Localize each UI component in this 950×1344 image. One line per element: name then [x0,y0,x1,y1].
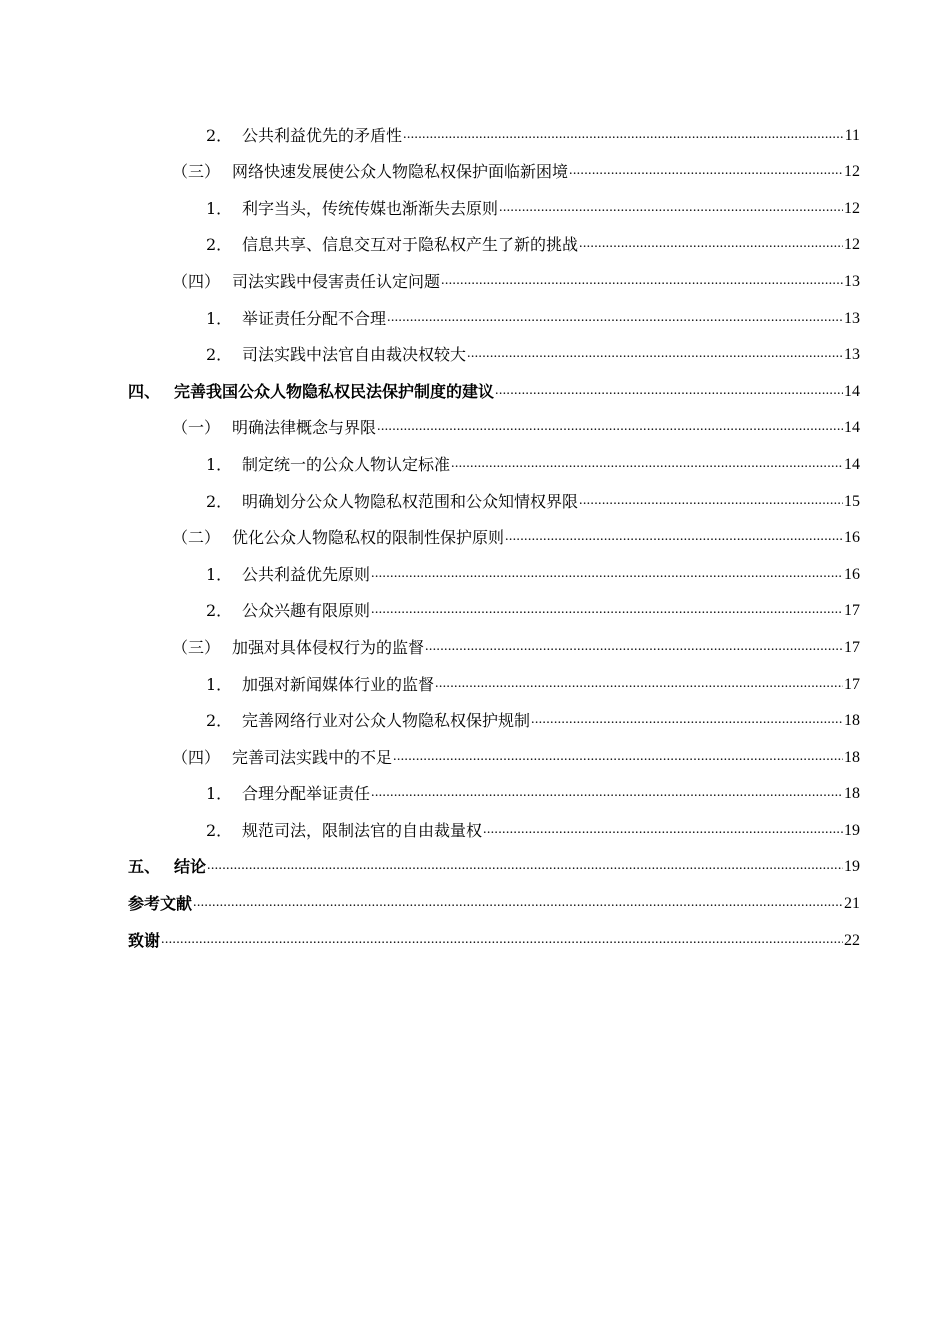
dot-leader [483,820,843,840]
toc-entry-title: 公众兴趣有限原则 [242,601,371,621]
toc-entry-page: 14 [844,455,860,473]
dot-leader [425,637,843,657]
dot-leader [467,344,843,364]
toc-entry-title: 利字当头，传统传媒也渐渐失去原则 [242,198,499,218]
toc-entry-number: 四、 [128,381,161,401]
toc-entry-page: 12 [844,236,860,254]
toc-entry-page: 12 [844,199,860,217]
toc-entry-number: 2． [206,601,233,621]
dot-leader [579,491,843,511]
toc-entry[interactable] [128,475,860,512]
toc-entry-title: 结论 [174,857,207,877]
toc-entry[interactable] [128,438,860,475]
dot-leader [569,161,843,181]
toc-entry-page: 15 [844,492,860,510]
toc-entry-number: 1． [206,198,233,218]
toc-entry-references[interactable] [128,877,860,914]
toc-entry[interactable] [128,182,860,219]
toc-entry[interactable] [128,292,860,329]
toc-entry-page: 19 [844,821,860,839]
dot-leader [495,381,843,401]
toc-entry-page: 17 [844,602,860,620]
dot-leader [393,747,843,767]
toc-entry-title: 优化公众人物隐私权的限制性保护原则 [232,528,505,548]
toc-entry-number: 1． [206,564,233,584]
toc-entry-title: 合理分配举证责任 [242,784,371,804]
toc-entry-title: 信息共享、信息交互对于隐私权产生了新的挑战 [242,235,579,255]
dot-leader [371,783,843,803]
dot-leader [531,710,843,730]
toc-entry-page: 17 [844,675,860,693]
toc-entry-title: 网络快速发展使公众人物隐私权保护面临新困境 [232,162,569,182]
toc-entry-page: 17 [844,638,860,656]
toc-entry-title: 公共利益优先的矛盾性 [242,125,403,145]
toc-entry[interactable] [128,585,860,622]
toc-entry-page: 12 [844,163,860,181]
dot-leader [441,271,843,291]
toc-entry-number: 1． [206,784,233,804]
toc-entry[interactable] [128,402,860,439]
toc-entry-title: 明确划分公众人物隐私权范围和公众知情权界限 [242,491,579,511]
toc-entry[interactable] [128,621,860,658]
toc-entry-chapter[interactable] [128,365,860,402]
toc-entry[interactable] [128,255,860,292]
toc-entry-number: 五、 [128,857,161,877]
toc-entry-number: （一） [172,418,221,438]
toc-entry-number: 2． [206,491,233,511]
toc-entry-page: 18 [844,785,860,803]
dot-leader [371,564,843,584]
toc-entry-number: 2． [206,125,233,145]
toc-entry-number: 1． [206,454,233,474]
toc-entry-title: 加强对新闻媒体行业的监督 [242,674,435,694]
toc-entry[interactable] [128,512,860,549]
dot-leader [579,234,843,254]
dot-leader [377,417,843,437]
toc-entry-number: （三） [172,637,221,657]
toc-entry-number: 2． [206,711,233,731]
toc-entry-number: （四） [172,747,221,767]
dot-leader [451,454,843,474]
toc-entry-title: 参考文献 [128,894,193,914]
toc-entry[interactable] [128,109,860,146]
toc-entry-page: 11 [844,126,860,144]
dot-leader [403,125,844,145]
toc-entry[interactable] [128,146,860,183]
toc-entry-page: 21 [844,895,860,913]
toc-entry[interactable] [128,731,860,768]
toc-entry[interactable] [128,219,860,256]
dot-leader [371,600,843,620]
toc-entry-number: （四） [172,271,221,291]
toc-entry-title: 致谢 [128,930,161,950]
dot-leader [499,198,843,218]
toc-entry-page: 18 [844,748,860,766]
toc-entry-title: 完善我国公众人物隐私权民法保护制度的建议 [174,381,495,401]
toc-entry-number: 2． [206,235,233,255]
toc-entry[interactable] [128,548,860,585]
dot-leader [387,308,843,328]
toc-entry-number: 1． [206,674,233,694]
toc-entry-page: 14 [844,419,860,437]
toc-entry-page: 18 [844,712,860,730]
toc-entry-page: 22 [844,931,860,949]
toc-entry-chapter[interactable] [128,841,860,878]
toc-entry-title: 完善网络行业对公众人物隐私权保护规制 [242,711,531,731]
dot-leader [435,674,843,694]
toc-entry-page: 14 [844,382,860,400]
toc-entry-acknowledgements[interactable] [128,914,860,951]
toc-entry-title: 完善司法实践中的不足 [232,747,393,767]
toc-entry-number: 2． [206,820,233,840]
toc-entry-title: 规范司法，限制法官的自由裁量权 [242,820,483,840]
toc-entry-title: 明确法律概念与界限 [232,418,377,438]
toc-entry-title: 司法实践中侵害责任认定问题 [232,271,441,291]
toc-entry-page: 16 [844,529,860,547]
dot-leader [505,527,843,547]
toc-entry-title: 举证责任分配不合理 [242,308,387,328]
toc-entry[interactable] [128,804,860,841]
dot-leader [207,856,843,876]
table-of-contents [128,109,860,951]
toc-entry-page: 13 [844,272,860,290]
toc-entry-page: 13 [844,309,860,327]
toc-entry-title: 公共利益优先原则 [242,564,371,584]
toc-entry[interactable] [128,695,860,732]
toc-entry-number: （三） [172,162,221,182]
toc-entry[interactable] [128,768,860,805]
toc-entry-title: 司法实践中法官自由裁决权较大 [242,345,467,365]
toc-entry-title: 加强对具体侵权行为的监督 [232,637,425,657]
dot-leader [193,893,843,913]
toc-entry-title: 制定统一的公众人物认定标准 [242,454,451,474]
toc-entry-number: 2． [206,345,233,365]
toc-entry-number: 1． [206,308,233,328]
toc-entry[interactable] [128,329,860,366]
toc-entry-page: 13 [844,346,860,364]
toc-entry[interactable] [128,658,860,695]
toc-entry-page: 16 [844,565,860,583]
toc-entry-page: 19 [844,858,860,876]
dot-leader [161,930,843,950]
toc-entry-number: （二） [172,528,221,548]
